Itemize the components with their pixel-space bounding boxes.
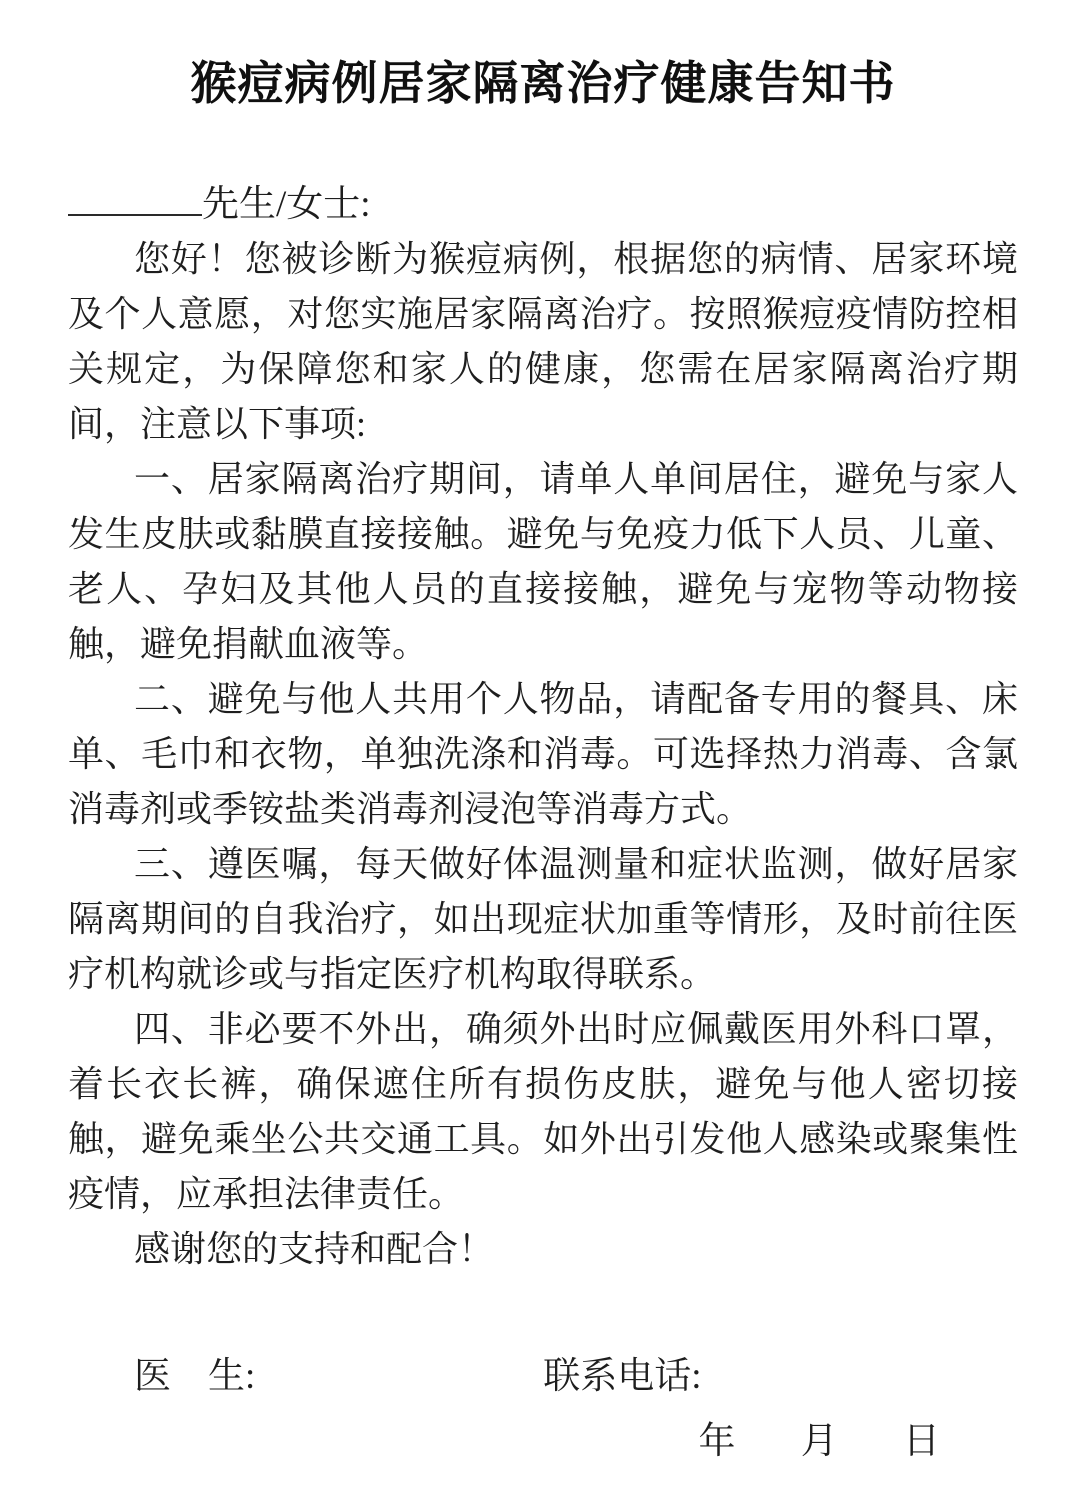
phone-label: 联系电话: [543, 1356, 702, 1397]
paragraph-item-3: 三、遵医嘱，每天做好体温测量和症状监测，做好居家隔离期间的自我治疗，如出现症状加重等情形，及时前往医疗机构就诊或与指定医疗机构取得联系。 [68, 844, 1018, 994]
document-body [68, 232, 1018, 1277]
date-year-label: 年 [698, 1421, 736, 1462]
paragraph-item-1: 一、居家隔离治疗期间，请单人单间居住，避免与家人发生皮肤或黏膜直接接触。避免与免疫力低下人员、儿童、老人、孕妇及其他人员的直接接触，避免与宠物等动物接触，避免捐献血液等。 [68, 459, 1018, 664]
paragraph-item-4: 四、非必要不外出，确须外出时应佩戴医用外科口罩，着长衣长裤，确保遮住所有损伤皮肤，避免与他人密切接触，避免乘坐公共交通工具。如外出引发他人感染或聚集性疫情，应承担法律责任。 [68, 1009, 1018, 1214]
signature-row [68, 1349, 1018, 1404]
salutation-suffix: 先生/女士: [202, 184, 371, 225]
paragraph-item-2: 二、避免与他人共用个人物品，请配备专用的餐具、床单、毛巾和衣物，单独洗涤和消毒。可选择热力消毒、含氯消毒剂或季铵盐类消毒剂浸泡等消毒方式。 [68, 679, 1018, 829]
doctor-label: 医 生: [134, 1356, 256, 1397]
date-month-label: 月 [800, 1421, 838, 1462]
name-blank-underline [68, 176, 202, 216]
document-title: 猴痘病例居家隔离治疗健康告知书 [190, 58, 896, 109]
salutation-line [68, 176, 1018, 232]
date-day-label: 日 [903, 1421, 940, 1462]
paragraph-intro: 您好！您被诊断为猴痘病例，根据您的病情、居家环境及个人意愿，对您实施居家隔离治疗。按照猴痘疫情防控相关规定，为保障您和家人的健康，您需在居家隔离治疗期间，注意以下事项: [68, 239, 1018, 444]
closing-line: 感谢您的支持和配合！ [134, 1229, 495, 1269]
date-row [68, 1414, 1018, 1469]
